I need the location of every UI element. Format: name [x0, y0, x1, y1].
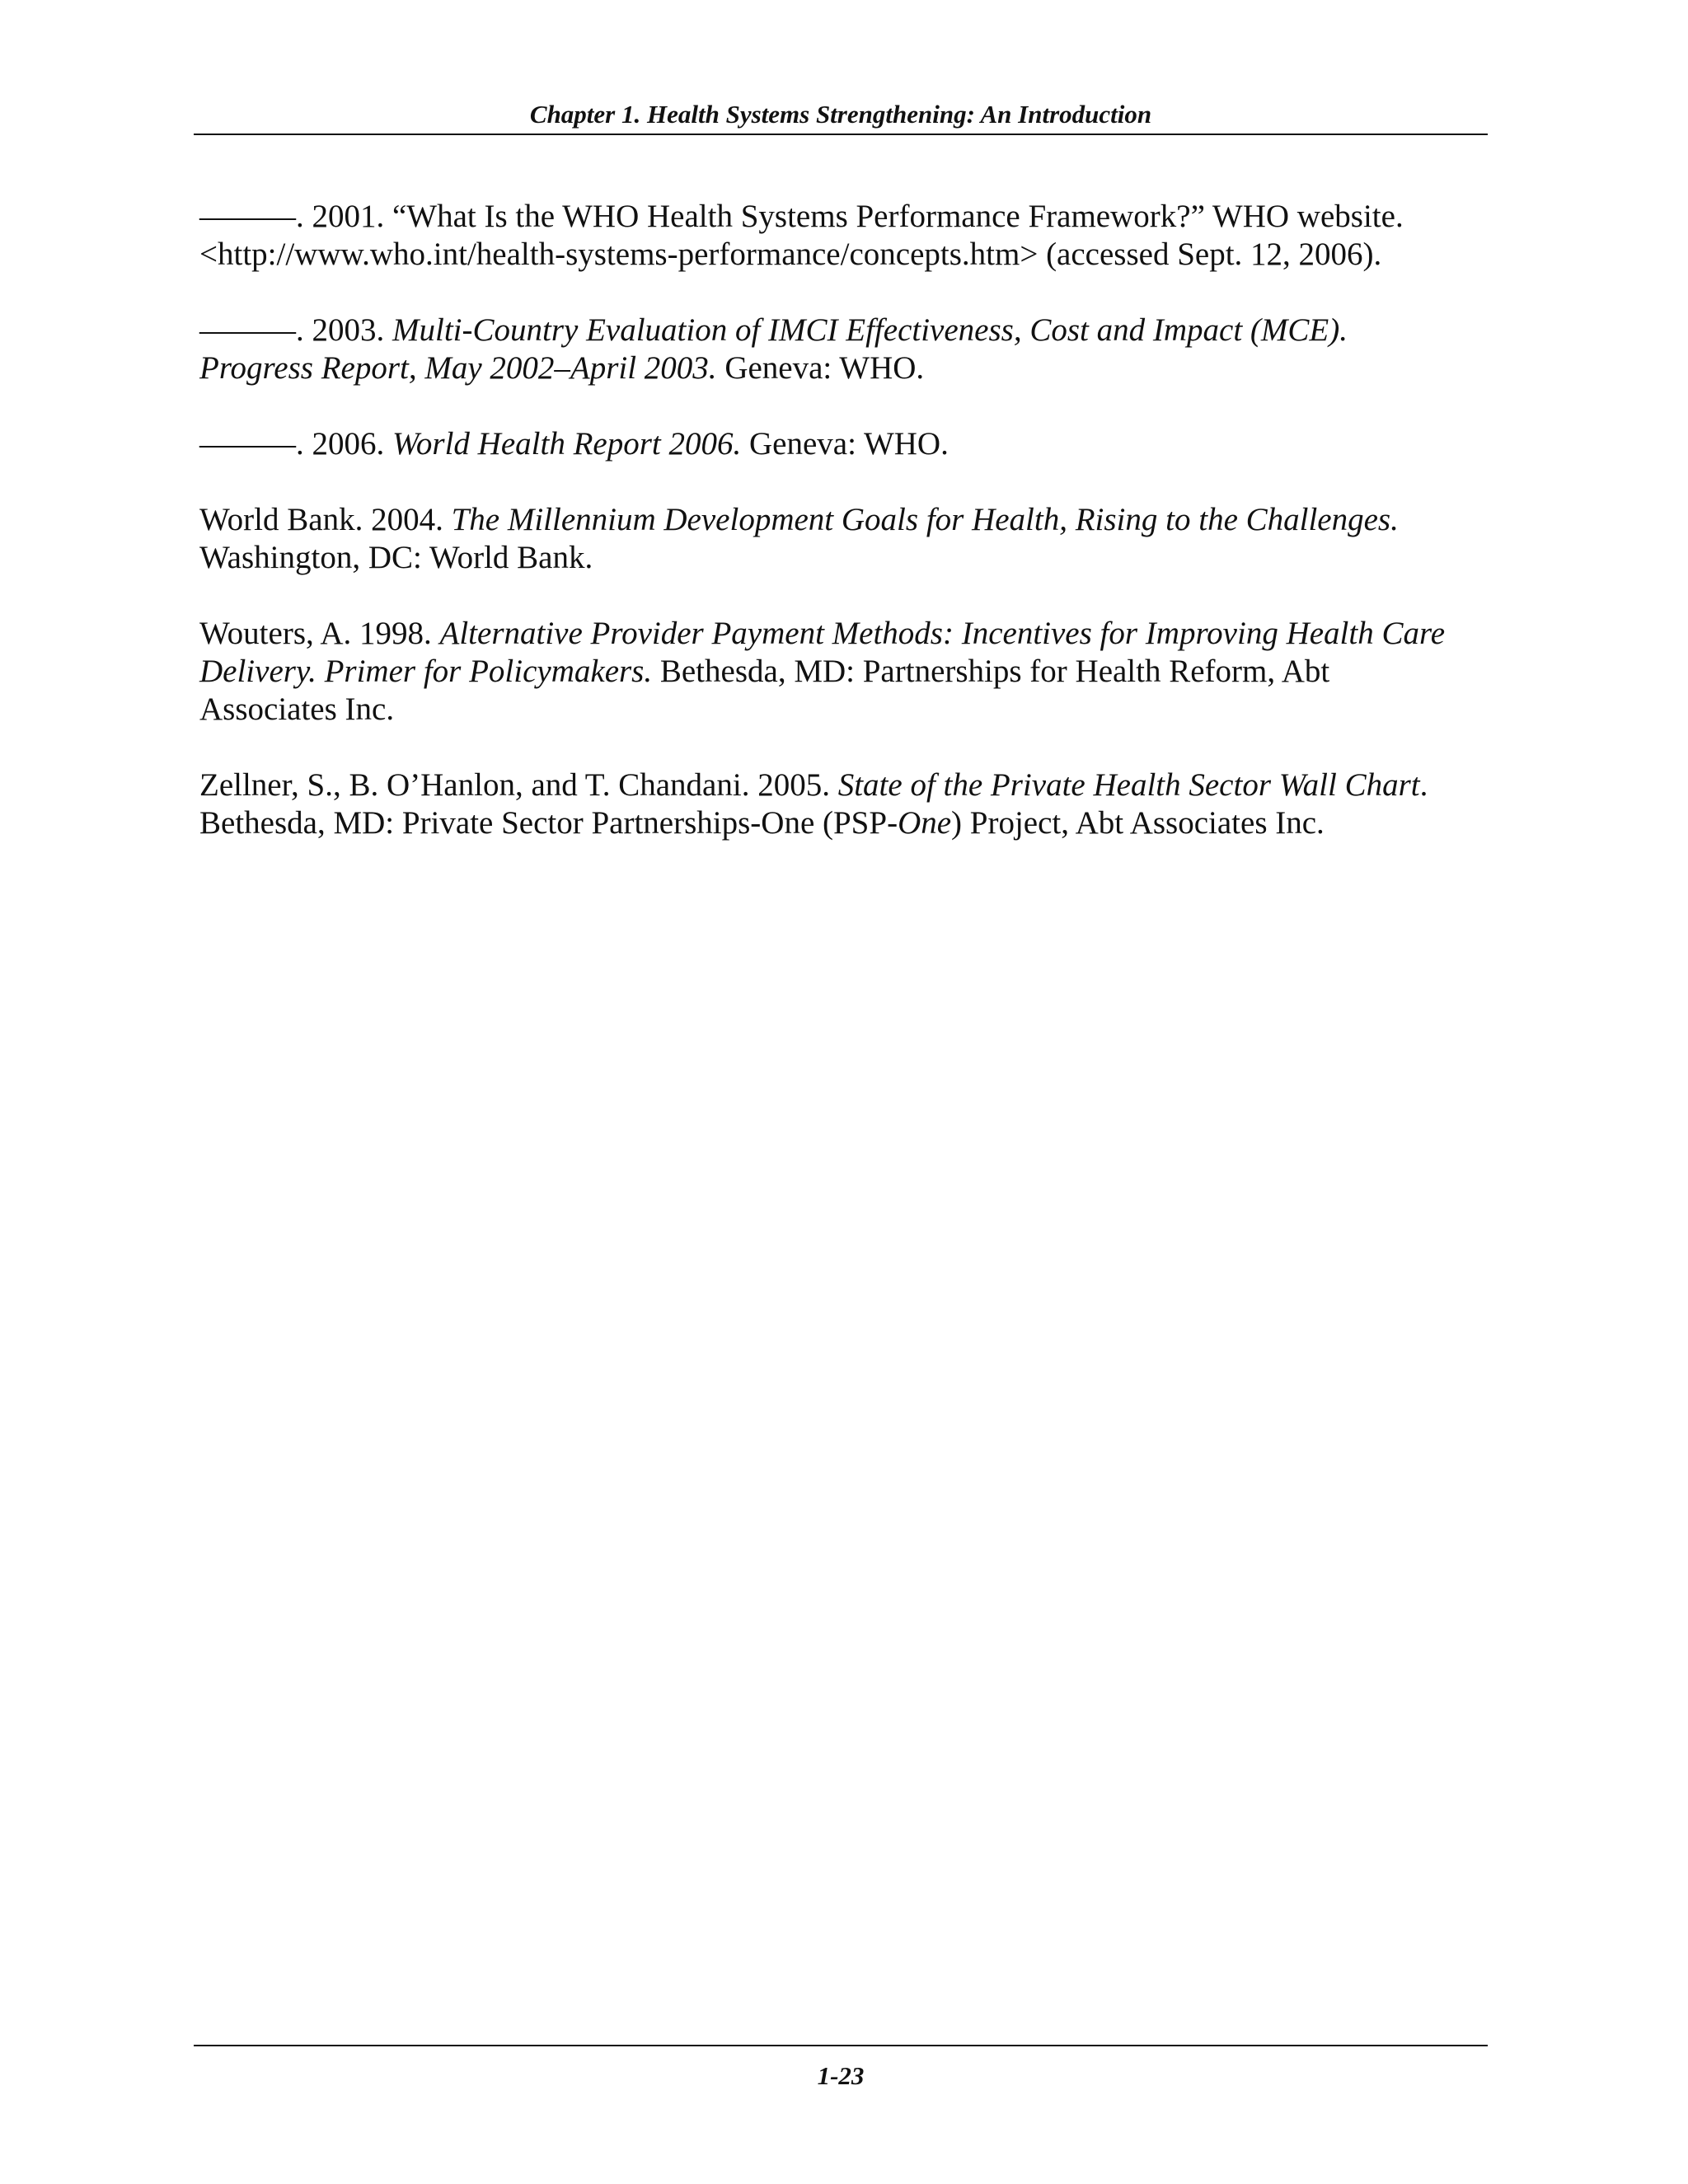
- reference-text: ———. 2001. “What Is the WHO Health Systems Performance Framework?” WHO website.: [199, 199, 1404, 234]
- reference-text: ———. 2006.: [199, 426, 392, 462]
- reference-text-italic: One: [898, 805, 952, 841]
- reference-item-who-2006: [199, 425, 1502, 463]
- reference-title: Progress Report, May 2002–April 2003.: [199, 350, 717, 386]
- reference-title: Delivery. Primer for Policymakers.: [199, 654, 653, 689]
- reference-text: Bethesda, MD: Private Sector Partnerships-One (PSP-: [199, 805, 898, 841]
- header-rule: [194, 134, 1488, 135]
- reference-title: World Health Report 2006.: [392, 426, 742, 462]
- reference-text: ) Project, Abt Associates Inc.: [951, 805, 1325, 841]
- reference-item-who-2001: [199, 198, 1502, 274]
- reference-text: <http://www.who.int/health-systems-performance/concepts.htm> (accessed Sept. 12, 2006).: [199, 237, 1382, 272]
- reference-list: [199, 198, 1502, 880]
- reference-text: Associates Inc.: [199, 691, 395, 727]
- reference-text: Washington, DC: World Bank.: [199, 540, 593, 575]
- reference-text: Bethesda, MD: Partnerships for Health Reform, Abt: [652, 654, 1330, 689]
- reference-text: World Bank. 2004.: [199, 502, 452, 537]
- page-number: 1-23: [817, 2061, 865, 2090]
- reference-title: Multi-Country Evaluation of IMCI Effectiveness, Cost and Impact (MCE).: [392, 312, 1348, 348]
- reference-title: State of the Private Health Sector Wall Chart: [837, 767, 1420, 803]
- reference-title: The Millennium Development Goals for Health, Rising to the Challenges.: [451, 502, 1399, 537]
- reference-item-wouters-1998: [199, 615, 1502, 729]
- reference-item-world-bank-2004: [199, 501, 1502, 577]
- reference-text: Zellner, S., B. O’Hanlon, and T. Chandani. 2005.: [199, 767, 838, 803]
- reference-title: Alternative Provider Payment Methods: Incentives for Improving Health Care: [439, 616, 1446, 651]
- reference-item-who-2003: [199, 312, 1502, 387]
- reference-item-zellner-2005: [199, 766, 1502, 842]
- reference-text: .: [1419, 767, 1428, 803]
- running-header: Chapter 1. Health Systems Strengthening: An Introduction: [529, 100, 1152, 129]
- reference-text: ———. 2003.: [199, 312, 392, 348]
- reference-text: Geneva: WHO.: [716, 350, 925, 386]
- reference-text: Geneva: WHO.: [741, 426, 949, 462]
- footer-rule: [194, 2045, 1488, 2046]
- reference-text: Wouters, A. 1998.: [199, 616, 440, 651]
